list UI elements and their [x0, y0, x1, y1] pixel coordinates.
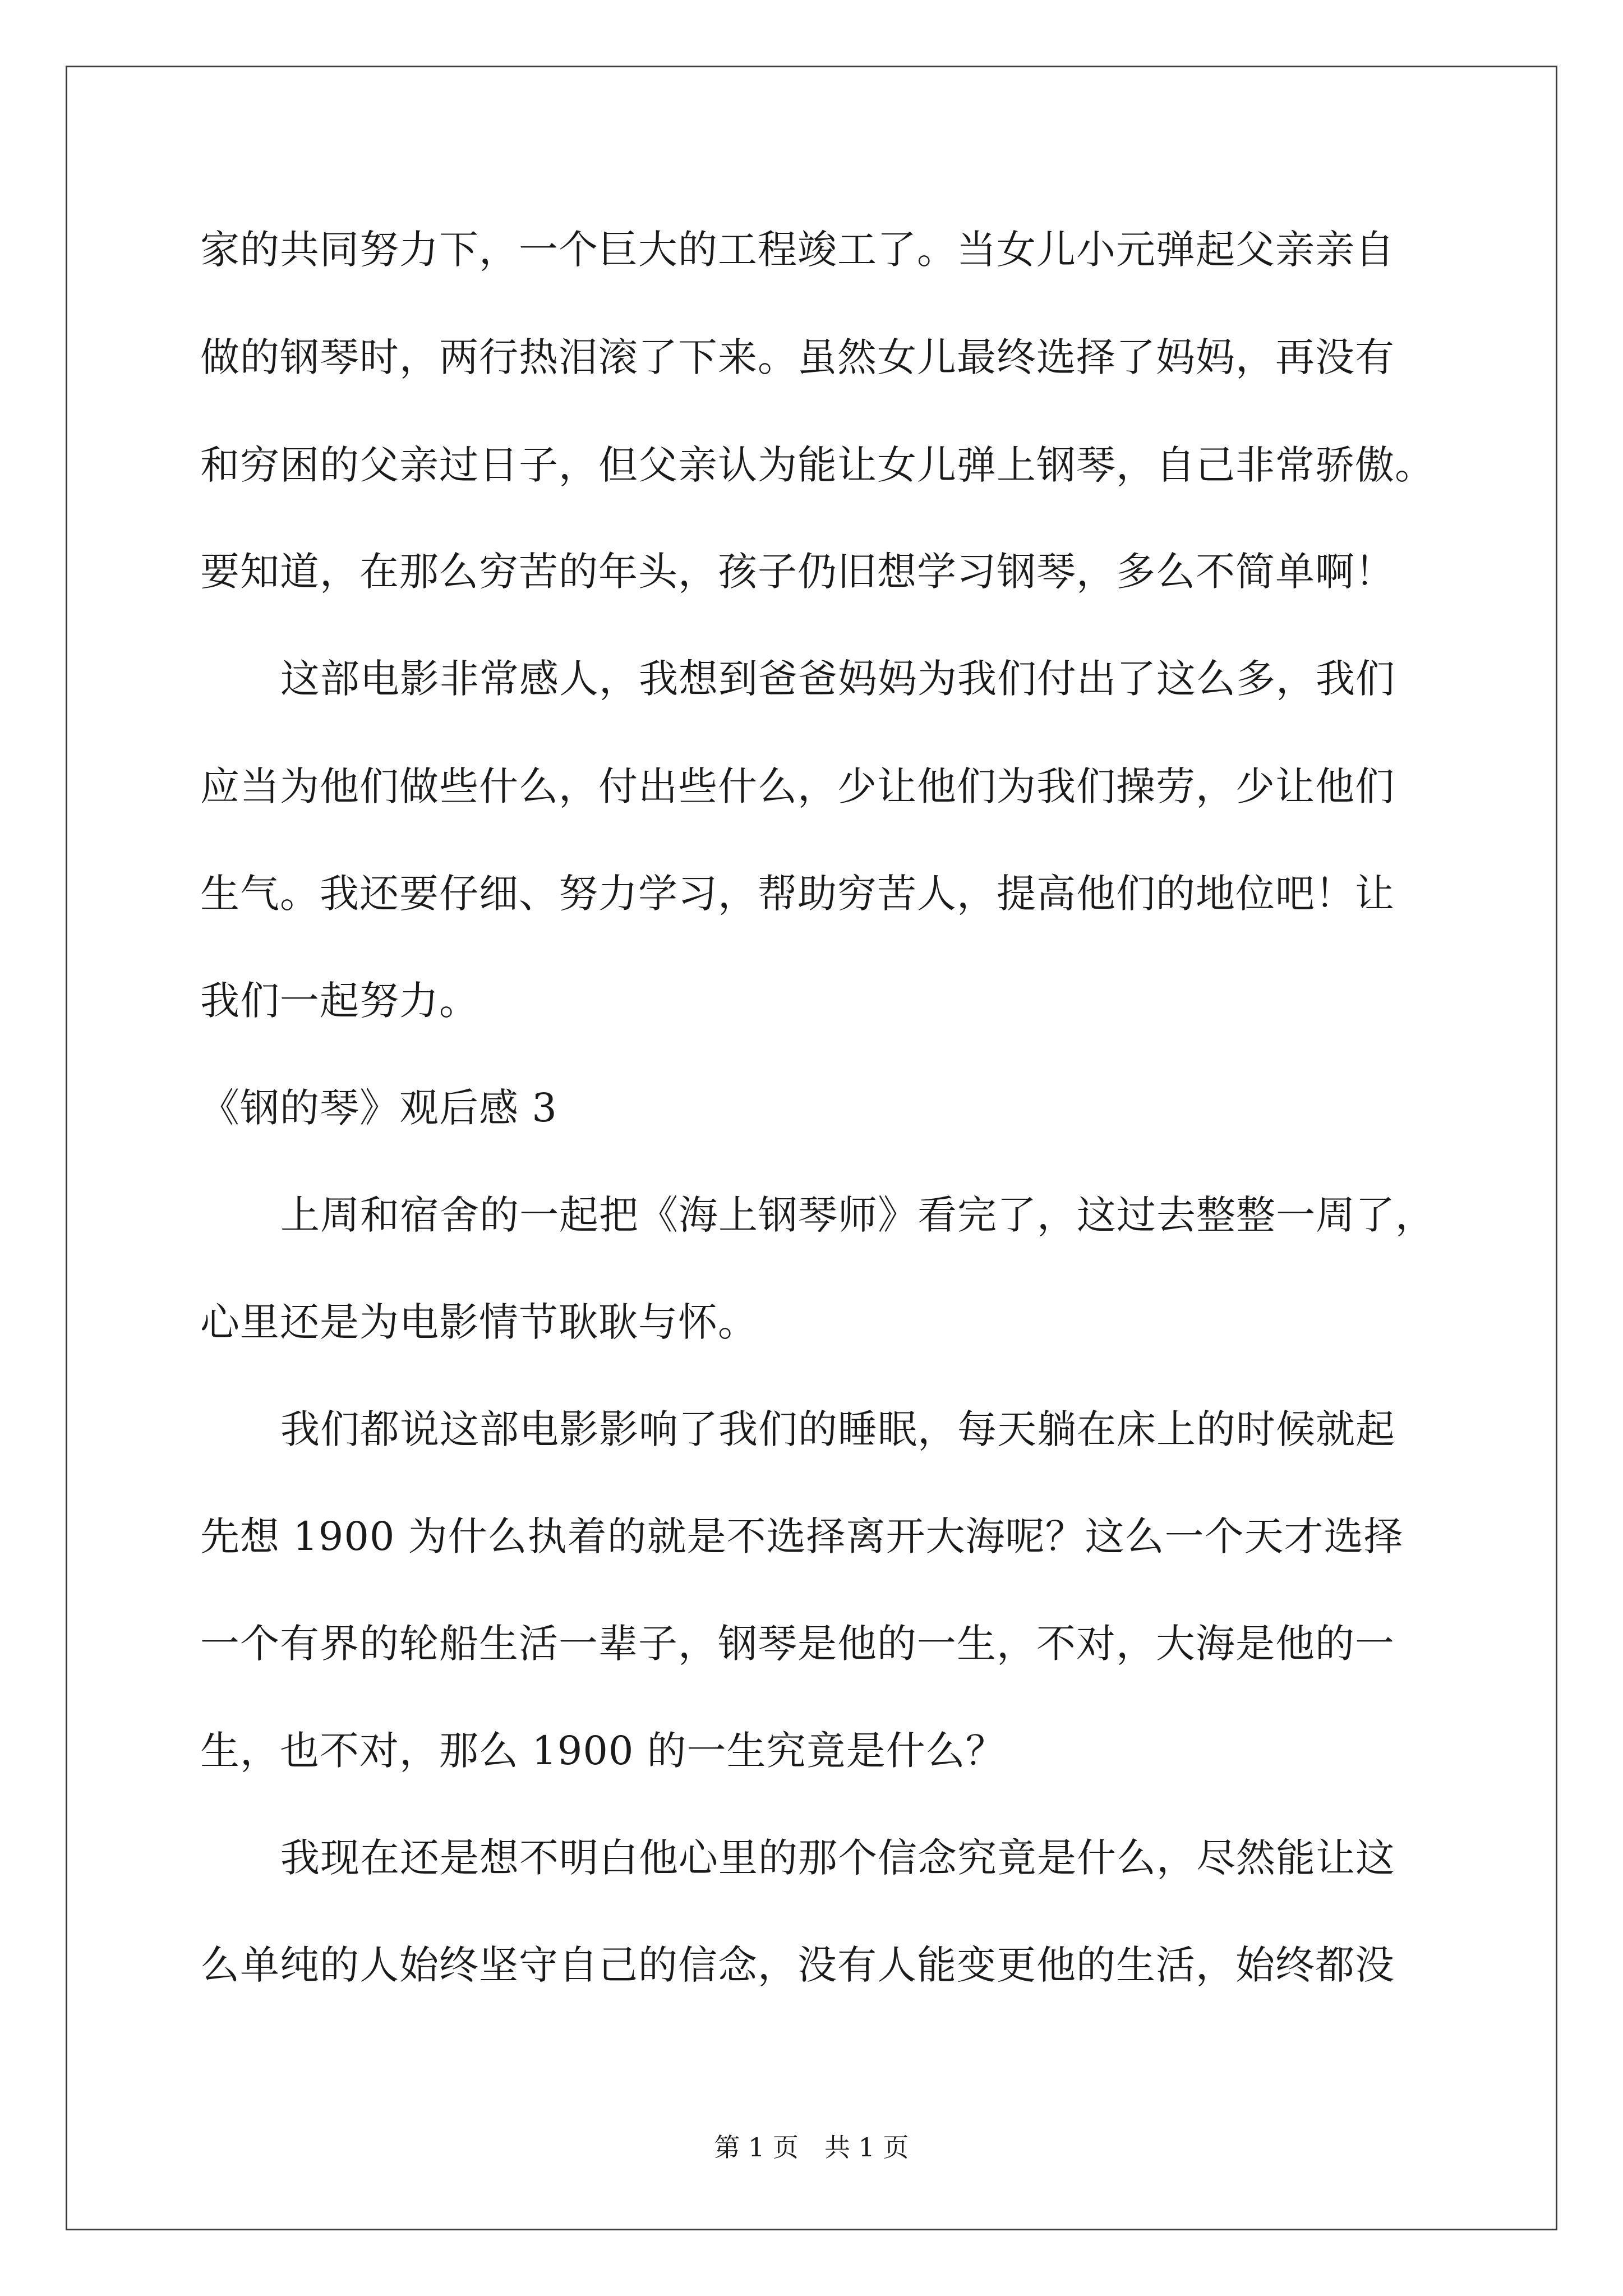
body-text-line: 生气。我还要仔细、努力学习，帮助穷苦人，提高他们的地位吧！让 — [200, 871, 1395, 917]
body-text-line: 生，也不对，那么 1900 的一生究竟是什么？ — [200, 1728, 1006, 1774]
page-number-footer: 第 1 页 共 1 页 — [714, 2132, 909, 2162]
body-text-line: 家的共同努力下，一个巨大的工程竣工了。当女儿小元弹起父亲亲自 — [200, 227, 1395, 273]
paragraph-first-line: 上周和宿舍的一起把《海上钢琴师》看完了，这过去整整一周了， — [280, 1192, 1435, 1238]
body-text-line: 和穷困的父亲过日子，但父亲认为能让女儿弹上钢琴，自己非常骄傲。 — [200, 442, 1435, 488]
paragraph-first-line: 我现在还是想不明白他心里的那个信念究竟是什么，尽然能让这 — [280, 1835, 1395, 1881]
paragraph-first-line: 我们都说这部电影影响了我们的睡眠，每天躺在床上的时候就起 — [280, 1406, 1395, 1452]
body-text-line: 心里还是为电影情节耿耿与怀。 — [200, 1299, 758, 1345]
body-text-line: 要知道，在那么穷苦的年头，孩子仍旧想学习钢琴，多么不简单啊！ — [200, 549, 1395, 595]
paragraph-first-line: 这部电影非常感人，我想到爸爸妈妈为我们付出了这么多，我们 — [280, 656, 1395, 702]
page-border — [66, 66, 1557, 2230]
body-text-line: 一个有界的轮船生活一辈子，钢琴是他的一生，不对，大海是他的一 — [200, 1621, 1395, 1667]
section-heading: 《钢的琴》观后感 3 — [200, 1085, 557, 1131]
body-text-line: 我们一起努力。 — [200, 978, 479, 1024]
body-text-line: 应当为他们做些什么，付出些什么，少让他们为我们操劳，少让他们 — [200, 763, 1395, 809]
body-text-line: 么单纯的人始终坚守自己的信念，没有人能变更他的生活，始终都没 — [200, 1942, 1395, 1988]
body-text-line: 先想 1900 为什么执着的就是不选择离开大海呢？这么一个天才选择 — [200, 1513, 1404, 1559]
body-text-line: 做的钢琴时，两行热泪滚了下来。虽然女儿最终选择了妈妈，再没有 — [200, 334, 1395, 380]
